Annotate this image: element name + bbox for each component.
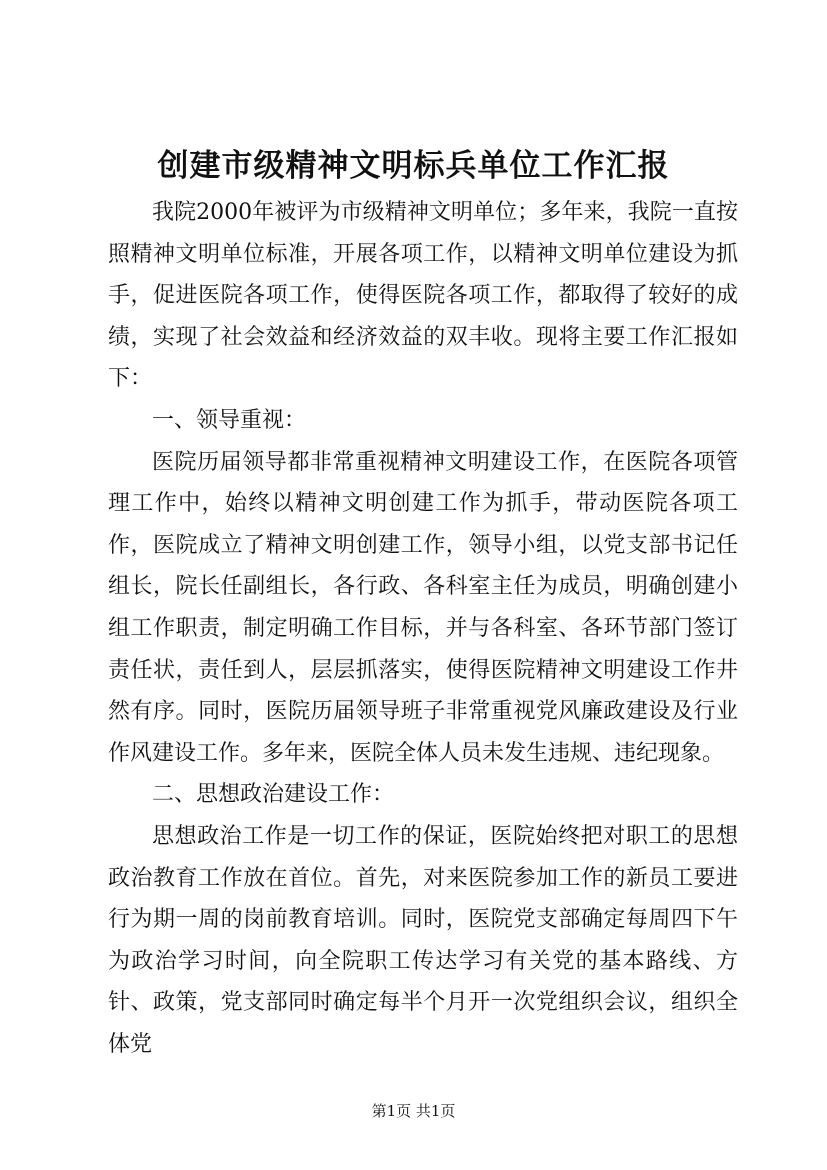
document-title: 创建市级精神文明标兵单位工作汇报 <box>157 148 670 184</box>
page-number-footer: 第1页 共1页 <box>371 1102 456 1120</box>
section-heading-ideology: 二、思想政治建设工作： <box>152 782 395 808</box>
section-heading-leadership: 一、领导重视： <box>152 407 307 433</box>
document-body <box>108 192 738 1065</box>
paragraph-intro: 我院2000年被评为市级精神文明单位；多年来，我院一直按照精神文明单位标准，开展各项工作，以精神文明单位建设为抓手，促进医院各项工作，使得医院各项工作，都取得了较好的成绩，实现了社会效益和经济效益的双丰收。现将主要工作汇报如下： <box>108 200 738 392</box>
paragraph-leadership: 医院历届领导都非常重视精神文明建设工作，在医院各项管理工作中，始终以精神文明创建工作为抓手，带动医院各项工作，医院成立了精神文明创建工作，领导小组，以党支部书记任组长，院长任副组长，各行政、各科室主任为成员，明确创建小组工作职责，制定明确工作目标，并与各科室、各环节部门签订责任状，责任到人，层层抓落实，使得医院精神文明建设工作井然有序。同时，医院历届领导班子非常重视党风廉政建设及行业作风建设工作。多年来，医院全体人员未发生违规、违纪现象。 <box>108 449 738 766</box>
paragraph-ideology: 思想政治工作是一切工作的保证，医院始终把对职工的思想政治教育工作放在首位。首先，对来医院参加工作的新员工要进行为期一周的岗前教育培训。同时，医院党支部确定每周四下午为政治学习时间，向全院职工传达学习有关党的基本路线、方针、政策，党支部同时确定每半个月开一次党组织会议，组织全体党 <box>108 823 738 1057</box>
